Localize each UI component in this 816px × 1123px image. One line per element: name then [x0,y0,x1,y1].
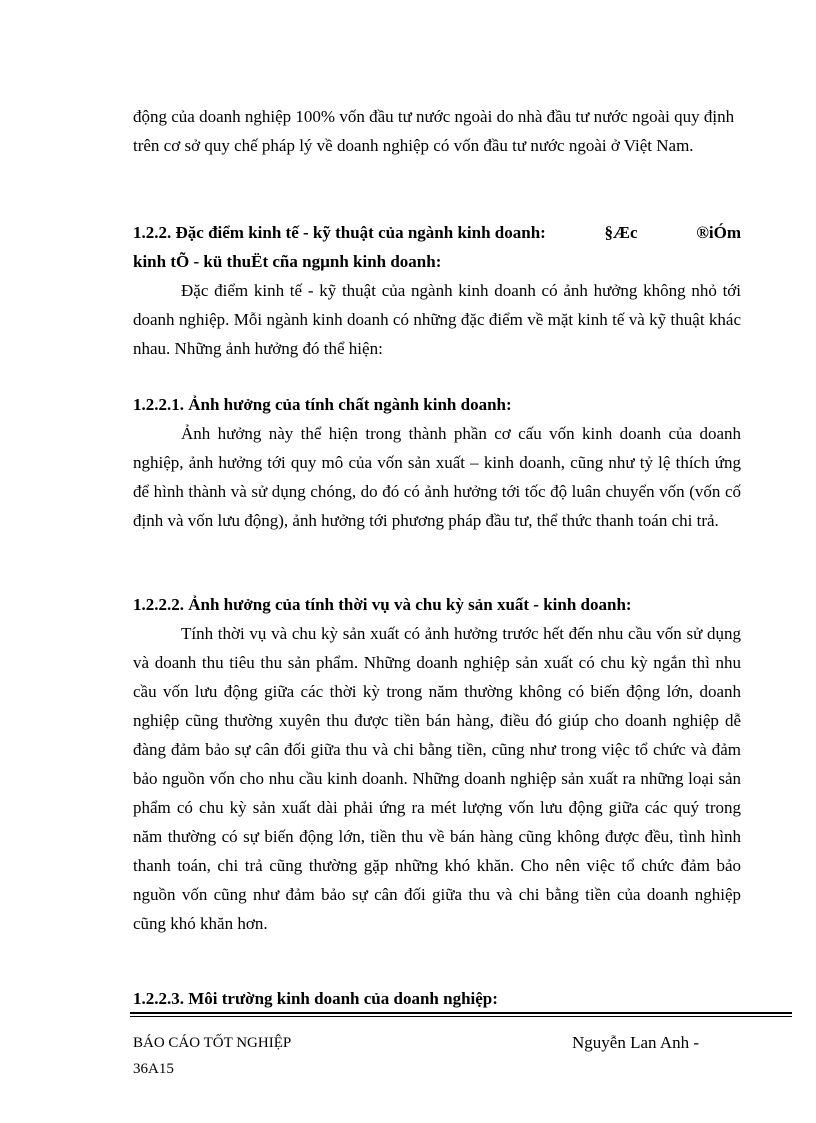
section-1-2-2 [133,218,741,363]
footer-author: Nguyễn Lan Anh - [572,1033,700,1052]
section-1-2-2-heading-line1 [133,218,741,247]
section-1-2-2-heading-line2: kinh tÕ - kü thuËt cña ngµnh kinh doanh: [133,252,442,271]
section-1-2-2-2 [133,590,741,938]
intro-paragraph-block [133,102,741,160]
intro-paragraph: động của doanh nghiệp 100% vốn đầu tư nước ngoài do nhà đầu tư nước ngoài quy định trên cơ sở quy chế pháp lý về doanh nghiệp có vốn đầu tư nước ngoài ở Việt Nam. [133,107,735,155]
section-1-2-2-1 [133,390,741,535]
garbled-heading-word-1: §Æc [604,223,638,242]
footer-divider-thin [130,1016,792,1017]
section-1-2-2-2-body: Tính thời vụ và chu kỳ sản xuất có ảnh hưởng trước hết đến nhu cầu vốn sử dụng và doanh thu tiêu thu sản phẩm. Những doanh nghiệp sản xuất có chu kỳ ngắn thì nhu cầu vốn lưu động giữa các thời kỳ trong năm thường không có biến động lớn, doanh nghiệp cũng thường xuyên thu được tiền bán hàng, điều đó giúp cho doanh nghiệp dễ đàng đảm bảo sự cân đối giữa thu và chi bằng tiền, cũng như trong việc tổ chức và đảm bảo nguồn vốn cho nhu cầu kinh doanh. Những doanh nghiệp sản xuất ra những loại sản phẩm có chu kỳ sản xuất dài phải ứng ra mét lượng vốn lưu động giữa các quý trong năm thường có sự biến động lớn, tiền thu về bán hàng cũng không được đều, tình hình thanh toán, chi trả cũng thường gặp những khó khăn. Cho nên việc tổ chức đảm bảo nguồn vốn cũng như đảm bảo sự cân đối giữa thu và chi bằng tiền của doanh nghiệp cũng khó khăn hơn. [133,624,741,933]
footer-divider-thick [130,1012,792,1014]
section-1-2-2-1-body: Ảnh hưởng này thể hiện trong thành phần cơ cấu vốn kinh doanh của doanh nghiệp, ảnh hưởng tới quy mô của vốn sản xuất – kinh doanh, cũng như tỷ lệ thích ứng để hình thành và sử dụng chóng, do đó có ảnh hưởng tới tốc độ luân chuyển vốn (vốn cố định và vốn lưu động), ảnh hưởng tới phương pháp đầu tư, thể thức thanh toán chi trả. [133,424,741,530]
section-1-2-2-1-heading: 1.2.2.1. Ảnh hưởng của tính chất ngành kinh doanh: [133,395,512,414]
section-1-2-2-2-heading: 1.2.2.2. Ảnh hưởng của tính thời vụ và chu kỳ sản xuất - kinh doanh: [133,595,632,614]
section-1-2-2-heading-text: 1.2.2. Đặc điểm kinh tế - kỹ thuật của ngành kinh doanh: [133,223,546,242]
section-1-2-2-3 [133,984,741,1013]
section-1-2-2-body: Đặc điểm kinh tế - kỹ thuật của ngành kinh doanh có ảnh hưởng không nhỏ tới doanh nghiệp. Mỗi ngành kinh doanh có những đặc điểm về mặt kinh tế và kỹ thuật khác nhau. Những ảnh hưởng đó thể hiện: [133,281,741,358]
footer-class-code: 36A15 [133,1061,174,1077]
garbled-heading-word-2: ®iÓm [696,223,741,242]
section-1-2-2-3-heading: 1.2.2.3. Môi trường kinh doanh của doanh nghiệp: [133,989,498,1008]
footer-left [133,1030,291,1082]
footer-report-title: BÁO CÁO TỐT NGHIỆP [133,1035,292,1051]
